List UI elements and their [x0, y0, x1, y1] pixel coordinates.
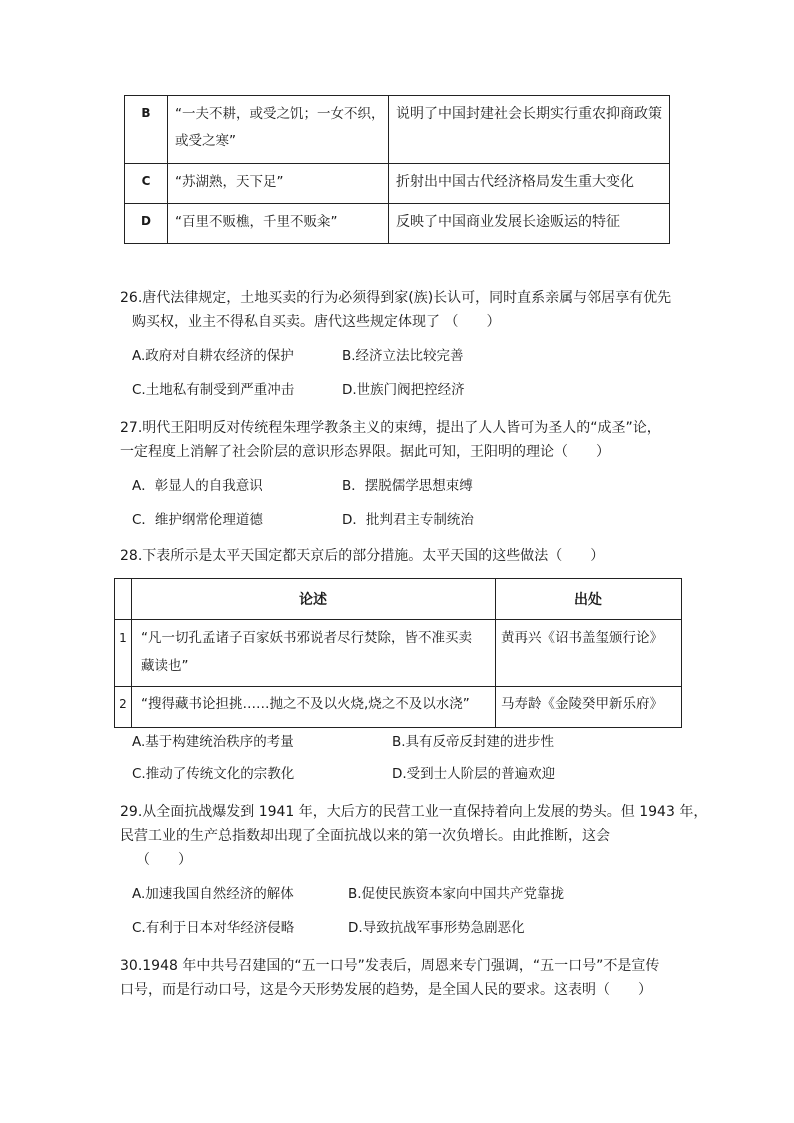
question-29-stem: （ ） [136, 852, 192, 868]
question-26-stem: 26.唐代法律规定，土地买卖的行为必须得到家(族)长认可，同时直系亲属与邻居享有优先 [120, 290, 672, 306]
answer-options-table [124, 95, 670, 244]
question-26-option-b[interactable]: B.经济立法比较完善 [342, 348, 464, 364]
table-row [125, 164, 669, 204]
question-29-option-c[interactable]: C.有利于日本对华经济侵略 [132, 920, 295, 936]
row-statement-line: 藏读也” [141, 658, 189, 674]
row-meaning: 反映了中国商业发展长途贩运的特征 [396, 214, 620, 230]
question-26-option-a[interactable]: A.政府对自耕农经济的保护 [132, 348, 294, 364]
row-key: D [141, 214, 151, 228]
question-26-option-d[interactable]: D.世族门阀把控经济 [342, 382, 465, 398]
question-26-stem: 购买权，业主不得私自买卖。唐代这些规定体现了 （ ） [132, 314, 501, 330]
question-29-option-a[interactable]: A.加速我国自然经济的解体 [132, 886, 294, 902]
question-26-option-c[interactable]: C.土地私有制受到严重冲击 [132, 382, 295, 398]
row-quote-line: 或受之寒” [175, 133, 236, 149]
question-28-option-a[interactable]: A.基于构建统治秩序的考量 [132, 734, 294, 750]
row-number: 1 [119, 631, 127, 645]
row-key: C [141, 174, 151, 188]
question-27-option-a[interactable]: A．彰显人的自我意识 [132, 478, 263, 494]
question-29-option-b[interactable]: B.促使民族资本家向中国共产党靠拢 [348, 886, 565, 902]
question-27-stem: 一定程度上消解了社会阶层的意识形态界限。据此可知，王阳明的理论（ ） [120, 444, 610, 460]
row-statement-line: “凡一切孔孟诸子百家妖书邪说者尽行焚除，皆不准买卖 [141, 630, 472, 646]
column-header: 论述 [299, 592, 327, 608]
row-source: 马寿龄《金陵癸甲新乐府》 [501, 696, 663, 712]
measures-table [114, 578, 682, 728]
table-row [125, 204, 669, 243]
row-key: B [141, 106, 151, 120]
question-28-stem: 28.下表所示是太平天国定都天京后的部分措施。太平天国的这些做法（ ） [120, 548, 605, 564]
question-28-option-c[interactable]: C.推动了传统文化的宗教化 [132, 766, 295, 782]
row-meaning: 折射出中国古代经济格局发生重大变化 [396, 174, 634, 190]
question-29-stem: 民营工业的生产总指数却出现了全面抗战以来的第一次负增长。由此推断，这会 [120, 828, 610, 844]
question-30-stem: 口号，而是行动口号，这是今天形势发展的趋势，是全国人民的要求。这表明（ ） [120, 982, 652, 998]
question-28-option-d[interactable]: D.受到士人阶层的普遍欢迎 [392, 766, 556, 782]
question-29-option-d[interactable]: D.导致抗战军事形势急剧恶化 [348, 920, 525, 936]
question-30-stem: 30.1948 年中共号召建国的“五一口号”发表后，周恩来专门强调，“五一口号”不是宣传 [120, 958, 660, 974]
table-row [125, 96, 669, 164]
question-29-stem: 29.从全面抗战爆发到 1941 年，大后方的民营工业一直保持着向上发展的势头。但 1943 年， [120, 804, 708, 820]
row-statement-line: “搜得藏书论担挑……抛之不及以火烧,烧之不及以水浇” [141, 696, 470, 712]
row-quote-line: “苏湖熟，天下足” [175, 174, 284, 190]
column-header: 出处 [574, 592, 602, 608]
row-quote-line: “百里不贩樵，千里不贩籴” [175, 214, 338, 230]
row-meaning: 说明了中国封建社会长期实行重农抑商政策 [396, 106, 662, 122]
row-number: 2 [119, 697, 127, 711]
question-28-option-b[interactable]: B.具有反帝反封建的进步性 [392, 734, 555, 750]
question-27-option-c[interactable]: C．维护纲常伦理道德 [132, 512, 263, 528]
table-divider [115, 686, 681, 687]
row-source: 黄再兴《诏书盖玺颁行论》 [501, 630, 663, 646]
question-27-option-b[interactable]: B．摆脱儒学思想束缚 [342, 478, 473, 494]
row-quote-line: “一夫不耕，或受之饥；一女不织， [175, 106, 385, 122]
question-27-option-d[interactable]: D．批判君主专制统治 [342, 512, 474, 528]
question-27-stem: 27.明代王阳明反对传统程朱理学教条主义的束缚，提出了人人皆可为圣人的“成圣”论， [120, 420, 661, 436]
table-divider [115, 619, 681, 620]
